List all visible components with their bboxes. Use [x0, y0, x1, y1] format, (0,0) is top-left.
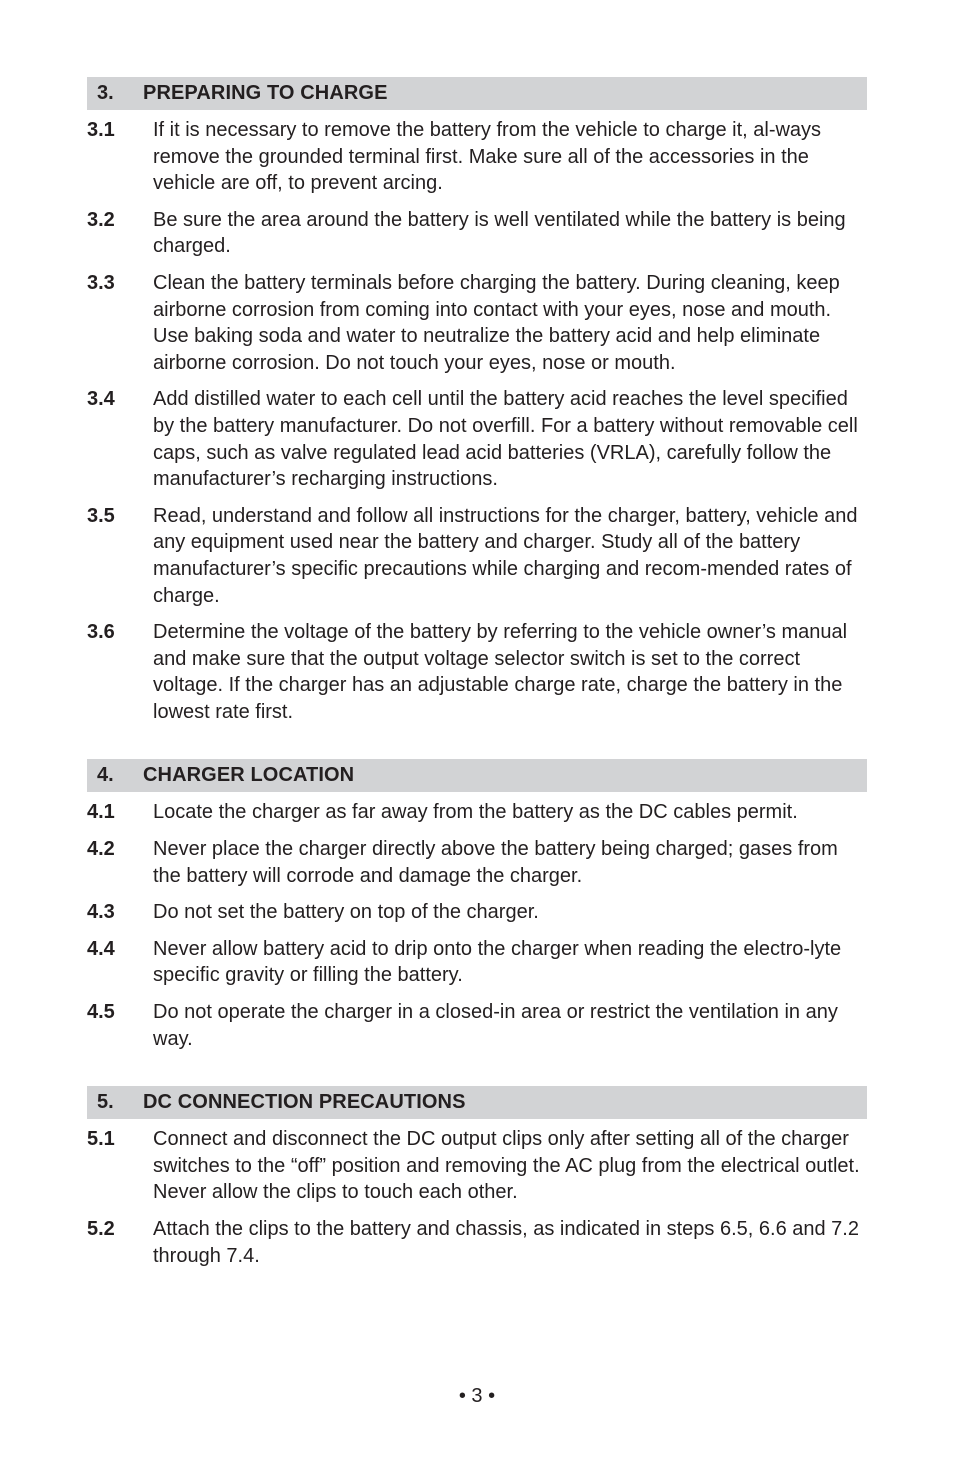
list-item — [87, 999, 867, 1052]
item-text: Attach the clips to the battery and chassis, as indicated in steps 6.5, 6.6 and 7.2 through 7.4. — [153, 1218, 859, 1267]
section-spacer — [87, 1062, 867, 1086]
section-number: 3. — [97, 82, 114, 104]
item-number: 3.4 — [87, 388, 115, 411]
list-item — [87, 836, 867, 889]
section-title: PREPARING TO CHARGE — [143, 82, 388, 104]
list-item — [87, 936, 867, 989]
section-number: 4. — [97, 764, 114, 787]
item-number: 4.3 — [87, 901, 115, 924]
item-text: If it is necessary to remove the battery from the vehicle to charge it, al-ways remove the grounded terminal first. Make sure all of the accessories in the vehicle are off, to prevent arcing. — [153, 119, 822, 195]
item-number: 4.2 — [87, 838, 115, 861]
section-dc-connection-precautions — [87, 1086, 867, 1269]
item-text: Add distilled water to each cell until the battery acid reaches the level specified by the battery manufacturer. Do not overfill. For a battery without removable cell caps, such as valve regulated lead acid batteries (VRLA), carefully follow the manufacturer’s recharging instructions. — [153, 388, 858, 491]
list-item — [87, 117, 867, 197]
section-spacer — [87, 735, 867, 759]
section-title: DC CONNECTION PRECAUTIONS — [143, 1091, 466, 1114]
list-item — [87, 207, 867, 260]
item-text: Be sure the area around the battery is well ventilated while the battery is being charged. — [153, 208, 846, 258]
list-item — [87, 386, 867, 492]
section-number: 5. — [97, 1091, 114, 1114]
section-preparing-to-charge — [87, 77, 867, 725]
list-item — [87, 1126, 867, 1206]
section-title: CHARGER LOCATION — [143, 764, 355, 787]
item-text: Do not operate the charger in a closed-in area or restrict the ventilation in any way. — [153, 1001, 838, 1050]
section-header — [87, 77, 867, 110]
section-header — [87, 1086, 867, 1119]
item-text: Locate the charger as far away from the battery as the DC cables permit. — [153, 801, 798, 824]
item-number: 3.5 — [87, 504, 115, 527]
list-item — [87, 270, 867, 376]
list-item — [87, 899, 867, 926]
item-number: 4.4 — [87, 937, 115, 960]
item-text: Clean the battery terminals before charging the battery. During cleaning, keep airborne corrosion from coming into contact with your eyes, nose and mouth. Use baking soda and water to neutralize the battery acid and help eliminate airborne corrosion. Do not touch your eyes, nose or mouth. — [153, 271, 840, 374]
page-number: • 3 • — [458, 1385, 496, 1407]
item-text: Connect and disconnect the DC output clips only after setting all of the charger switches to the “off” position and removing the AC plug from the electrical outlet. Never allow the clips to touch each other. — [153, 1128, 860, 1204]
item-text: Determine the voltage of the battery by referring to the vehicle owner’s manual and make sure that the output voltage selector switch is set to the correct voltage. If the charger has an adjustable charge rate, charge the battery in the lowest rate first. — [153, 621, 848, 723]
list-item — [87, 1216, 867, 1269]
item-number: 3.2 — [87, 208, 115, 231]
item-number: 4.1 — [87, 801, 115, 824]
item-number: 3.3 — [87, 271, 115, 294]
list-item — [87, 799, 867, 826]
list-item — [87, 503, 867, 609]
item-text: Do not set the battery on top of the charger. — [153, 901, 539, 924]
item-number: 3.6 — [87, 621, 115, 644]
item-text: Never allow battery acid to drip onto the charger when reading the electro-lyte specific gravity or filling the battery. — [153, 937, 842, 987]
list-item — [87, 619, 867, 725]
section-charger-location — [87, 759, 867, 1052]
item-text: Never place the charger directly above the battery being charged; gases from the battery will corrode and damage the charger. — [153, 838, 838, 887]
document-body — [87, 77, 867, 1279]
item-number: 5.2 — [87, 1218, 115, 1240]
item-number: 5.1 — [87, 1128, 115, 1151]
item-number: 3.1 — [87, 119, 115, 141]
item-number: 4.5 — [87, 1001, 115, 1024]
item-text: Read, understand and follow all instructions for the charger, battery, vehicle and any equipment used near the battery and charger. Study all of the battery manufacturer’s specific precautions while charging and recom-mended rates of charge. — [153, 504, 858, 607]
section-header — [87, 759, 867, 792]
